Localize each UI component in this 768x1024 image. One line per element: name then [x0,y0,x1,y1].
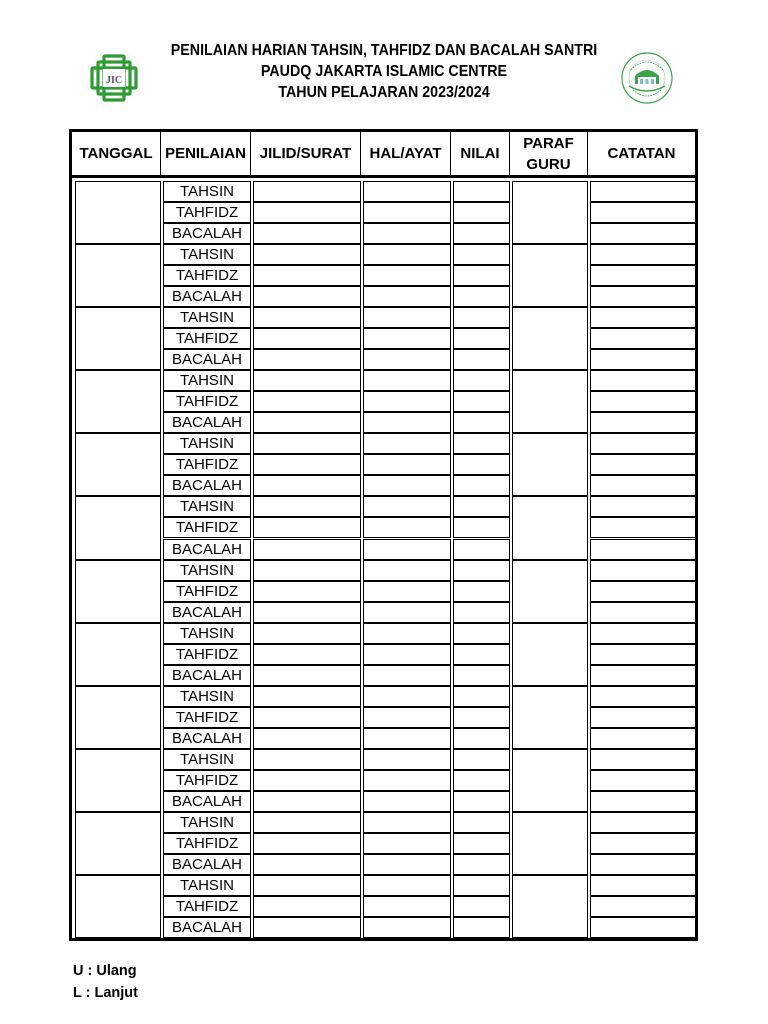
catatan-cell[interactable] [590,181,697,202]
nilai-cell[interactable] [453,623,510,644]
hal-ayat-cell[interactable] [363,560,451,581]
jilid-surat-cell[interactable] [253,875,361,896]
assessment-type-cell: BACALAH [163,917,251,938]
nilai-cell[interactable] [453,728,510,749]
catatan-cell[interactable] [590,602,697,623]
catatan-cell[interactable] [590,560,697,581]
assessment-type-cell: TAHSIN [163,560,251,581]
jilid-surat-cell[interactable] [253,349,361,370]
nilai-cell[interactable] [453,854,510,875]
catatan-cell[interactable] [590,644,697,665]
catatan-cell[interactable] [590,223,697,244]
hal-ayat-cell[interactable] [363,412,451,433]
catatan-cell[interactable] [590,349,697,370]
catatan-cell[interactable] [590,896,697,917]
catatan-cell[interactable] [590,412,697,433]
catatan-cell[interactable] [590,917,697,938]
catatan-cell[interactable] [590,875,697,896]
jilid-surat-cell[interactable] [253,917,361,938]
nilai-cell[interactable] [453,875,510,896]
date-cell[interactable] [75,496,161,559]
jilid-surat-cell[interactable] [253,517,361,538]
date-cell[interactable] [75,686,161,749]
teacher-signature-cell[interactable] [512,623,588,686]
assessment-type-cell: BACALAH [163,286,251,307]
jilid-surat-cell[interactable] [253,496,361,517]
jilid-surat-cell[interactable] [253,265,361,286]
catatan-cell[interactable] [590,665,697,686]
assessment-type-cell: TAHFIDZ [163,202,251,223]
assessment-type-cell: BACALAH [163,539,251,560]
teacher-signature-cell[interactable] [512,307,588,370]
assessment-type-cell: BACALAH [163,602,251,623]
nilai-cell[interactable] [453,791,510,812]
nilai-cell[interactable] [453,749,510,770]
nilai-cell[interactable] [453,412,510,433]
nilai-cell[interactable] [453,665,510,686]
assessment-type-cell: TAHFIDZ [163,454,251,475]
th-catatan: CATATAN [607,145,676,162]
date-cell[interactable] [75,181,161,244]
jilid-surat-cell[interactable] [253,791,361,812]
catatan-cell[interactable] [590,391,697,412]
assessment-type-cell: TAHFIDZ [163,517,251,538]
catatan-cell[interactable] [590,812,697,833]
catatan-cell[interactable] [590,791,697,812]
assessment-type-cell: TAHFIDZ [163,896,251,917]
jilid-surat-cell[interactable] [253,833,361,854]
title-line-3: TAHUN PELAJARAN 2023/2024 [278,84,490,101]
catatan-cell[interactable] [590,244,697,265]
teacher-signature-cell[interactable] [512,749,588,812]
hal-ayat-cell[interactable] [363,665,451,686]
jilid-surat-cell[interactable] [253,644,361,665]
hal-ayat-cell[interactable] [363,391,451,412]
th-jilid-surat: JILID/SURAT [251,132,361,175]
jilid-surat-cell[interactable] [253,728,361,749]
catatan-cell[interactable] [590,475,697,496]
teacher-signature-cell[interactable] [512,433,588,496]
hal-ayat-cell[interactable] [363,602,451,623]
assessment-type-cell: BACALAH [163,728,251,749]
assessment-type-cell: BACALAH [163,475,251,496]
catatan-cell[interactable] [590,833,697,854]
date-cell[interactable] [75,370,161,433]
catatan-cell[interactable] [590,686,697,707]
assessment-type-cell: TAHFIDZ [163,833,251,854]
nilai-cell[interactable] [453,223,510,244]
assessment-type-cell: TAHFIDZ [163,770,251,791]
nilai-cell[interactable] [453,539,510,560]
nilai-cell[interactable] [453,370,510,391]
assessment-type-cell: BACALAH [163,223,251,244]
catatan-cell[interactable] [590,581,697,602]
date-cell[interactable] [75,433,161,496]
hal-ayat-cell[interactable] [363,707,451,728]
assessment-type-cell: TAHSIN [163,433,251,454]
catatan-cell[interactable] [590,517,697,538]
date-cell[interactable] [75,307,161,370]
nilai-cell[interactable] [453,433,510,454]
hal-ayat-cell[interactable] [363,475,451,496]
nilai-cell[interactable] [453,202,510,223]
jilid-surat-cell[interactable] [253,623,361,644]
hal-ayat-cell[interactable] [363,686,451,707]
teacher-signature-cell[interactable] [512,875,588,938]
jilid-surat-cell[interactable] [253,475,361,496]
nilai-cell[interactable] [453,812,510,833]
nilai-cell[interactable] [453,896,510,917]
assessment-type-cell: TAHFIDZ [163,328,251,349]
catatan-cell[interactable] [590,307,697,328]
assessment-type-cell: TAHFIDZ [163,581,251,602]
date-cell[interactable] [75,875,161,938]
jilid-surat-cell[interactable] [253,707,361,728]
catatan-cell[interactable] [590,749,697,770]
hal-ayat-cell[interactable] [363,539,451,560]
nilai-cell[interactable] [453,265,510,286]
th-paraf-guru: PARAF GURU [510,132,588,175]
hal-ayat-cell[interactable] [363,328,451,349]
jilid-surat-cell[interactable] [253,433,361,454]
jilid-surat-cell[interactable] [253,665,361,686]
hal-ayat-cell[interactable] [363,244,451,265]
jilid-surat-cell[interactable] [253,602,361,623]
hal-ayat-cell[interactable] [363,623,451,644]
hal-ayat-cell[interactable] [363,454,451,475]
date-cell[interactable] [75,623,161,686]
catatan-cell[interactable] [590,707,697,728]
assessment-type-cell: BACALAH [163,349,251,370]
nilai-cell[interactable] [453,244,510,265]
teacher-signature-cell[interactable] [512,686,588,749]
svg-text:JIC: JIC [105,75,123,86]
legend-item-lanjut: L : Lanjut [73,984,138,1001]
assessment-type-cell: TAHSIN [163,181,251,202]
date-cell[interactable] [75,244,161,307]
nilai-cell[interactable] [453,181,510,202]
nilai-cell[interactable] [453,644,510,665]
assessment-type-cell: TAHSIN [163,307,251,328]
catatan-cell[interactable] [590,202,697,223]
hal-ayat-cell[interactable] [363,181,451,202]
jilid-surat-cell[interactable] [253,370,361,391]
jilid-surat-cell[interactable] [253,896,361,917]
nilai-cell[interactable] [453,475,510,496]
title-line-1: PENILAIAN HARIAN TAHSIN, TAHFIDZ DAN BACALAH SANTRI [170,42,598,59]
hal-ayat-cell[interactable] [363,896,451,917]
nilai-cell[interactable] [453,602,510,623]
jilid-surat-cell[interactable] [253,539,361,560]
date-cell[interactable] [75,749,161,812]
jilid-surat-cell[interactable] [253,328,361,349]
hal-ayat-cell[interactable] [363,728,451,749]
assessment-type-cell: BACALAH [163,854,251,875]
teacher-signature-cell[interactable] [512,370,588,433]
nilai-cell[interactable] [453,686,510,707]
nilai-cell[interactable] [453,454,510,475]
jilid-surat-cell[interactable] [253,286,361,307]
catatan-cell[interactable] [590,328,697,349]
nilai-cell[interactable] [453,286,510,307]
jilid-surat-cell[interactable] [253,812,361,833]
assessment-type-cell: TAHSIN [163,875,251,896]
jic-logo-icon [88,54,140,102]
catatan-cell[interactable] [590,496,697,517]
th-nilai: NILAI [451,132,510,175]
jilid-surat-cell[interactable] [253,749,361,770]
assessment-type-cell: TAHSIN [163,244,251,265]
assessment-table [69,129,698,941]
hal-ayat-cell[interactable] [363,202,451,223]
th-penilaian: PENILAIAN [161,132,251,175]
th-hal-ayat: HAL/AYAT [361,132,451,175]
legend-item-ulang: U : Ulang [73,963,137,979]
catatan-cell[interactable] [590,728,697,749]
assessment-type-cell: BACALAH [163,412,251,433]
assessment-type-cell: TAHSIN [163,749,251,770]
catatan-cell[interactable] [590,623,697,644]
title-line-2: PAUDQ JAKARTA ISLAMIC CENTRE [260,63,508,80]
table-header [72,132,695,178]
hal-ayat-cell[interactable] [363,833,451,854]
table-body [75,181,692,938]
hal-ayat-cell[interactable] [363,433,451,454]
catatan-cell[interactable] [590,539,697,560]
assessment-type-cell: BACALAH [163,665,251,686]
hal-ayat-cell[interactable] [363,812,451,833]
hal-ayat-cell[interactable] [363,496,451,517]
catatan-cell[interactable] [590,454,697,475]
assessment-type-cell: TAHSIN [163,370,251,391]
catatan-cell[interactable] [590,770,697,791]
jilid-surat-cell[interactable] [253,560,361,581]
jilid-surat-cell[interactable] [253,244,361,265]
nilai-cell[interactable] [453,496,510,517]
teacher-signature-cell[interactable] [512,812,588,875]
teacher-signature-cell[interactable] [512,244,588,307]
date-cell[interactable] [75,560,161,623]
jilid-surat-cell[interactable] [253,391,361,412]
jilid-surat-cell[interactable] [253,202,361,223]
legend [73,961,138,1004]
assessment-type-cell: TAHFIDZ [163,391,251,412]
hal-ayat-cell[interactable] [363,370,451,391]
nilai-cell[interactable] [453,581,510,602]
hal-ayat-cell[interactable] [363,286,451,307]
nilai-cell[interactable] [453,917,510,938]
jilid-surat-cell[interactable] [253,454,361,475]
paudq-emblem-icon [617,50,677,106]
jilid-surat-cell[interactable] [253,181,361,202]
nilai-cell[interactable] [453,517,510,538]
nilai-cell[interactable] [453,707,510,728]
teacher-signature-cell[interactable] [512,560,588,623]
nilai-cell[interactable] [453,391,510,412]
assessment-type-cell: TAHFIDZ [163,707,251,728]
catatan-cell[interactable] [590,265,697,286]
nilai-cell[interactable] [453,770,510,791]
catatan-cell[interactable] [590,433,697,454]
assessment-type-cell: TAHSIN [163,623,251,644]
assessment-type-cell: TAHFIDZ [163,644,251,665]
hal-ayat-cell[interactable] [363,875,451,896]
nilai-cell[interactable] [453,560,510,581]
hal-ayat-cell[interactable] [363,223,451,244]
jilid-surat-cell[interactable] [253,770,361,791]
hal-ayat-cell[interactable] [363,770,451,791]
jilid-surat-cell[interactable] [253,412,361,433]
teacher-signature-cell[interactable] [512,496,588,559]
jilid-surat-cell[interactable] [253,686,361,707]
catatan-cell[interactable] [590,854,697,875]
hal-ayat-cell[interactable] [363,917,451,938]
hal-ayat-cell[interactable] [363,644,451,665]
hal-ayat-cell[interactable] [363,265,451,286]
nilai-cell[interactable] [453,833,510,854]
jilid-surat-cell[interactable] [253,854,361,875]
assessment-type-cell: TAHSIN [163,496,251,517]
nilai-cell[interactable] [453,307,510,328]
teacher-signature-cell[interactable] [512,181,588,244]
assessment-type-cell: TAHSIN [163,812,251,833]
catatan-cell[interactable] [590,286,697,307]
hal-ayat-cell[interactable] [363,307,451,328]
jilid-surat-cell[interactable] [253,223,361,244]
hal-ayat-cell[interactable] [363,791,451,812]
jilid-surat-cell[interactable] [253,307,361,328]
assessment-type-cell: BACALAH [163,791,251,812]
hal-ayat-cell[interactable] [363,349,451,370]
jilid-surat-cell[interactable] [253,581,361,602]
assessment-type-cell: TAHFIDZ [163,265,251,286]
hal-ayat-cell[interactable] [363,749,451,770]
hal-ayat-cell[interactable] [363,854,451,875]
hal-ayat-cell[interactable] [363,517,451,538]
th-tanggal: TANGGAL [72,132,161,175]
catatan-cell[interactable] [590,370,697,391]
nilai-cell[interactable] [453,328,510,349]
hal-ayat-cell[interactable] [363,581,451,602]
nilai-cell[interactable] [453,349,510,370]
assessment-type-cell: TAHSIN [163,686,251,707]
date-cell[interactable] [75,812,161,875]
